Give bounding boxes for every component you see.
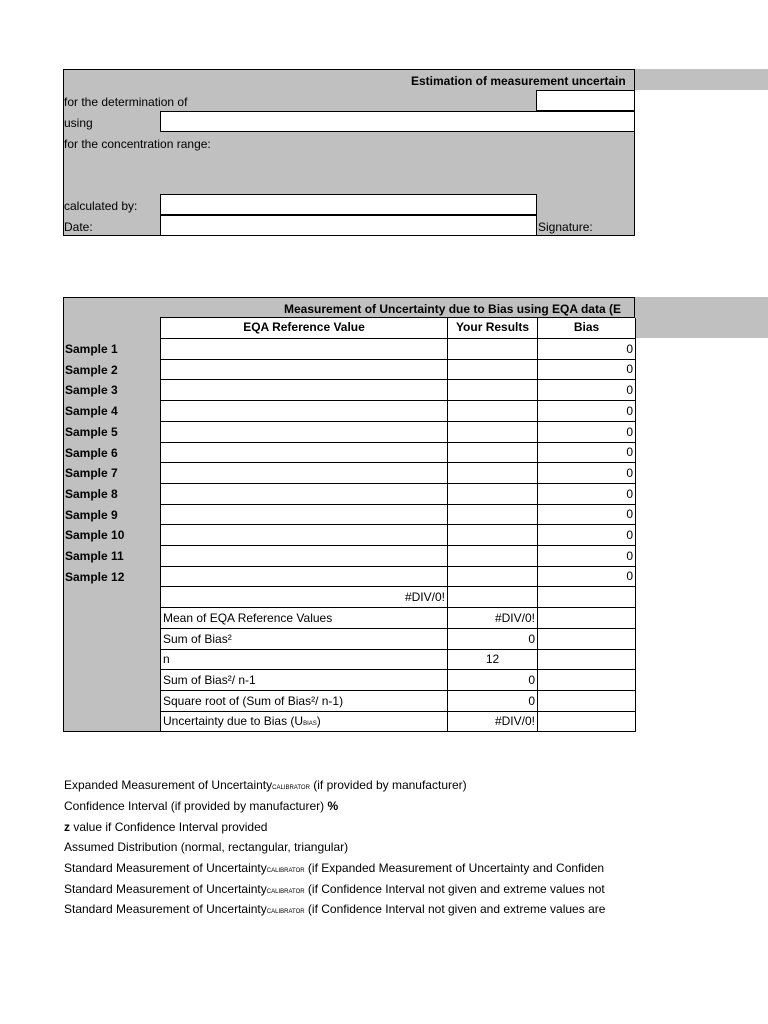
eqa-mean-check-value: #DIV/0! [161,587,448,608]
bias-value: 0 [538,505,636,525]
sample-label-column [63,317,161,732]
signature-label: Signature: [538,220,593,234]
sample-label: Sample 1 [65,342,118,356]
eqa-reference-input[interactable] [161,443,448,463]
sample-label: Sample 5 [65,425,118,439]
summary-label: Sum of Bias² [161,629,448,650]
bias-value: 0 [538,463,636,484]
using-field[interactable] [160,111,635,132]
sample-label: Sample 2 [65,363,118,377]
calculated-by-field[interactable] [160,194,537,215]
col-header-bias: Bias [538,318,636,339]
eqa-reference-input[interactable] [161,380,448,401]
summary-value: 12 [448,650,538,670]
your-result-input[interactable] [448,360,538,380]
empty-cell [538,712,636,732]
determination-field[interactable] [536,90,635,111]
your-result-input[interactable] [448,401,538,422]
summary-label: Sum of Bias²/ n-1 [161,670,448,691]
your-result-input[interactable] [448,525,538,546]
summary-value: 0 [448,670,538,691]
empty-cell [538,650,636,670]
date-field[interactable] [160,215,537,236]
col-header-eqa-reference: EQA Reference Value [161,318,448,339]
summary-value: #DIV/0! [448,608,538,629]
sample-label: Sample 10 [65,528,125,542]
note-expanded-uncertainty: Expanded Measurement of UncertaintyCALIBRATOR (if provided by manufacturer) [64,778,467,792]
bias-value: 0 [538,401,636,422]
eqa-reference-input[interactable] [161,567,448,587]
note-z-value: z value if Confidence Interval provided [64,820,268,834]
eqa-reference-input[interactable] [161,401,448,422]
sample-label: Sample 9 [65,508,118,522]
empty-cell [538,608,636,629]
your-result-input[interactable] [448,484,538,505]
empty-cell [538,629,636,650]
empty-cell [448,587,538,608]
empty-cell [538,670,636,691]
uncertainty-due-to-bias-value: #DIV/0! [448,712,538,732]
eqa-reference-input[interactable] [161,339,448,360]
your-result-input[interactable] [448,339,538,360]
summary-value: 0 [448,691,538,712]
bias-table-title: Measurement of Uncertainty due to Bias using EQA data (E [284,302,621,316]
note-standard-uncertainty-1: Standard Measurement of UncertaintyCALIBRATOR (if Expanded Measurement of Uncertainty and Confiden [64,861,605,875]
bias-value: 0 [538,339,636,360]
sample-label: Sample 8 [65,487,118,501]
bias-value: 0 [538,546,636,567]
sample-label: Sample 7 [65,466,118,480]
empty-cell [538,587,636,608]
eqa-reference-input[interactable] [161,484,448,505]
summary-value: 0 [448,629,538,650]
header-title: Estimation of measurement uncertain [411,74,626,88]
summary-label: Square root of (Sum of Bias²/ n-1) [161,691,448,712]
bias-table-title-overflow [635,297,768,338]
eqa-reference-input[interactable] [161,422,448,443]
note-assumed-distribution: Assumed Distribution (normal, rectangular, triangular) [64,840,349,854]
determination-label: for the determination of [64,95,188,109]
sample-label: Sample 12 [65,570,125,584]
bias-value: 0 [538,380,636,401]
your-result-input[interactable] [448,567,538,587]
bias-value: 0 [538,443,636,463]
using-label: using [64,116,93,130]
calculated-by-label: calculated by: [64,199,138,213]
your-result-input[interactable] [448,422,538,443]
bias-value: 0 [538,525,636,546]
your-result-input[interactable] [448,380,538,401]
empty-cell [538,691,636,712]
bias-table-grid [160,318,635,732]
sample-label: Sample 11 [65,549,124,563]
summary-label: Mean of EQA Reference Values [161,608,448,629]
your-result-input[interactable] [448,546,538,567]
sample-label: Sample 4 [65,404,118,418]
bias-value: 0 [538,422,636,443]
sample-label: Sample 6 [65,446,118,460]
eqa-reference-input[interactable] [161,525,448,546]
note-standard-uncertainty-2: Standard Measurement of UncertaintyCALIBRATOR (if Confidence Interval not given and extreme values not [64,882,605,896]
bias-value: 0 [538,484,636,505]
eqa-reference-input[interactable] [161,505,448,525]
uncertainty-due-to-bias-label: Uncertainty due to Bias (UBIAS) [161,712,448,732]
note-standard-uncertainty-3: Standard Measurement of UncertaintyCALIBRATOR (if Confidence Interval not given and extreme values are [64,902,606,916]
summary-label: n [161,650,448,670]
your-result-input[interactable] [448,443,538,463]
sample-label: Sample 3 [65,383,118,397]
your-result-input[interactable] [448,463,538,484]
bias-value: 0 [538,567,636,587]
date-label: Date: [64,220,93,234]
header-block-overflow [635,69,768,90]
note-confidence-interval: Confidence Interval (if provided by manufacturer) % [64,799,339,813]
eqa-reference-input[interactable] [161,360,448,380]
eqa-reference-input[interactable] [161,546,448,567]
concentration-range-label: for the concentration range: [64,137,211,151]
your-result-input[interactable] [448,505,538,525]
col-header-your-results: Your Results [448,318,538,339]
eqa-reference-input[interactable] [161,463,448,484]
bias-value: 0 [538,360,636,380]
